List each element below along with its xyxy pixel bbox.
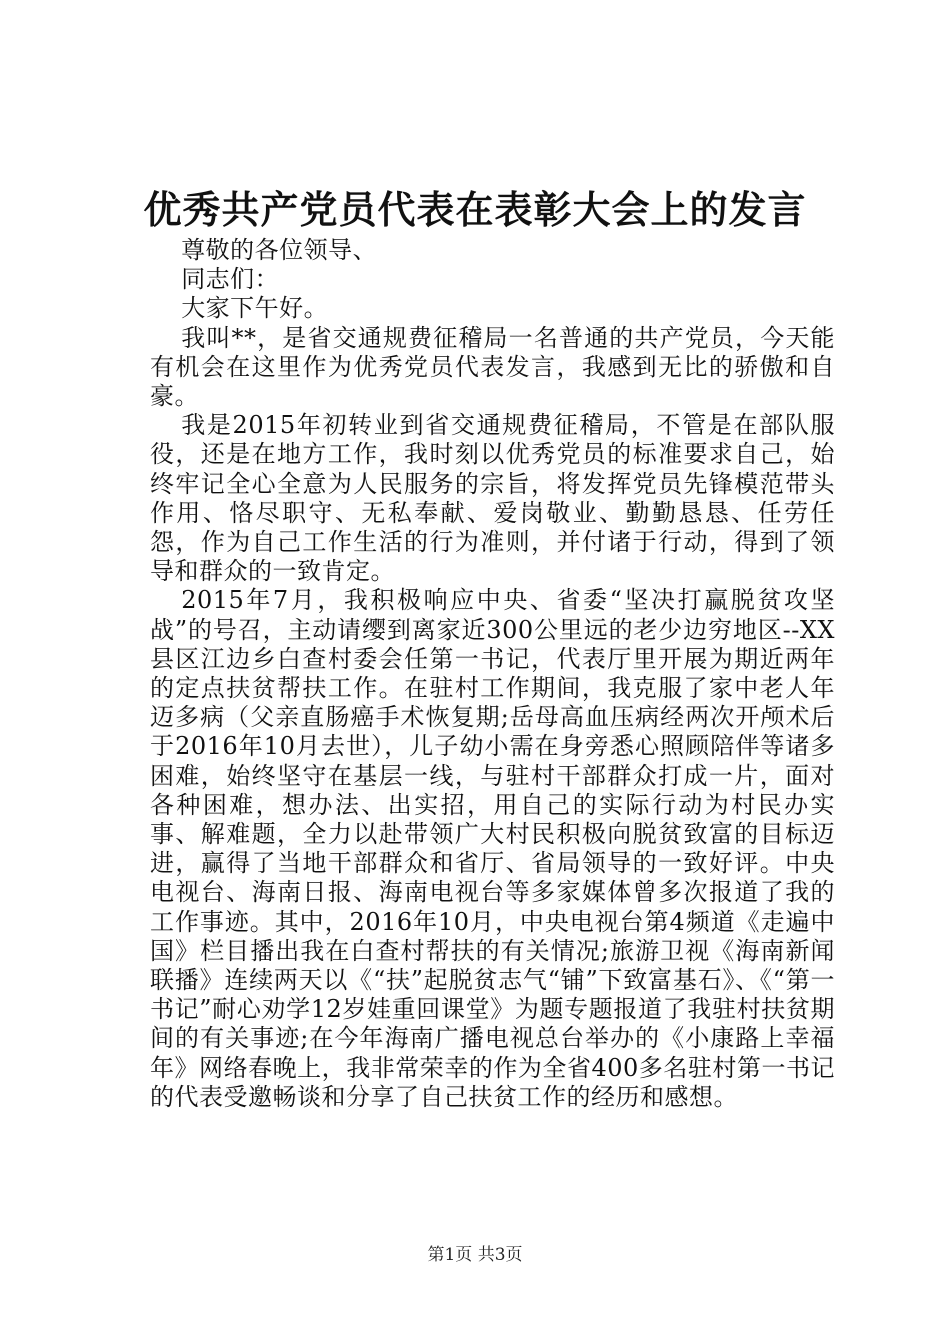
document-body	[150, 236, 835, 1112]
greeting-line: 大家下午好。	[181, 294, 329, 323]
salutation-line-2: 同志们：	[181, 265, 280, 294]
body-paragraph: 我叫**，是省交通规费征稽局一名普通的共产党员，今天能有机会在这里作为优秀党员代表发言，我感到无比的骄傲和自豪。	[150, 323, 835, 411]
body-paragraph: 2015年7月，我积极响应中央、省委“坚决打赢脱贫攻坚战”的号召，主动请缨到离家近300公里远的老少边穷地区--XX县区江边乡白查村委会任第一书记，代表厅里开展为期近两年的定点扶贫帮扶工作。在驻村工作期间，我克服了家中老人年迈多病（父亲直肠癌手术恢复期;岳母高血压病经两次开颅术后于2016年10月去世），儿子幼小需在身旁悉心照顾陪伴等诸多困难，始终坚守在基层一线，与驻村干部群众打成一片，面对各种困难，想办法、出实招，用自己的实际行动为村民办实事、解难题，全力以赴带领广大村民积极向脱贫致富的目标迈进，赢得了当地干部群众和省厅、省局领导的一致好评。中央电视台、海南日报、海南电视台等多家媒体曾多次报道了我的工作事迹。其中，2016年10月，中央电视台第4频道《走遍中国》栏目播出我在白查村帮扶的有关情况;旅游卫视《海南新闻联播》连续两天以《“扶”起脱贫志气“铺”下致富基石》、《“第一书记”耐心劝学12岁娃重回课堂》为题专题报道了我驻村扶贫期间的有关事迹;在今年海南广播电视总台举办的《小康路上幸福年》网络春晚上，我非常荣幸的作为全省400多名驻村第一书记的代表受邀畅谈和分享了自己扶贫工作的经历和感想。	[150, 586, 835, 1111]
document-title: 优秀共产党员代表在表彰大会上的发言	[143, 187, 807, 232]
body-paragraph: 我是2015年初转业到省交通规费征稽局，不管是在部队服役，还是在地方工作，我时刻以优秀党员的标准要求自己，始终牢记全心全意为人民服务的宗旨，将发挥党员先锋模范带头作用、恪尽职守、无私奉献、爱岗敬业、勤勤恳恳、任劳任怨，作为自己工作生活的行为准则，并付诸于行动，得到了领导和群众的一致肯定。	[150, 411, 835, 586]
salutation-line-1: 尊敬的各位领导、	[181, 236, 378, 264]
page-number-footer: 第1页 共3页	[427, 1245, 523, 1265]
